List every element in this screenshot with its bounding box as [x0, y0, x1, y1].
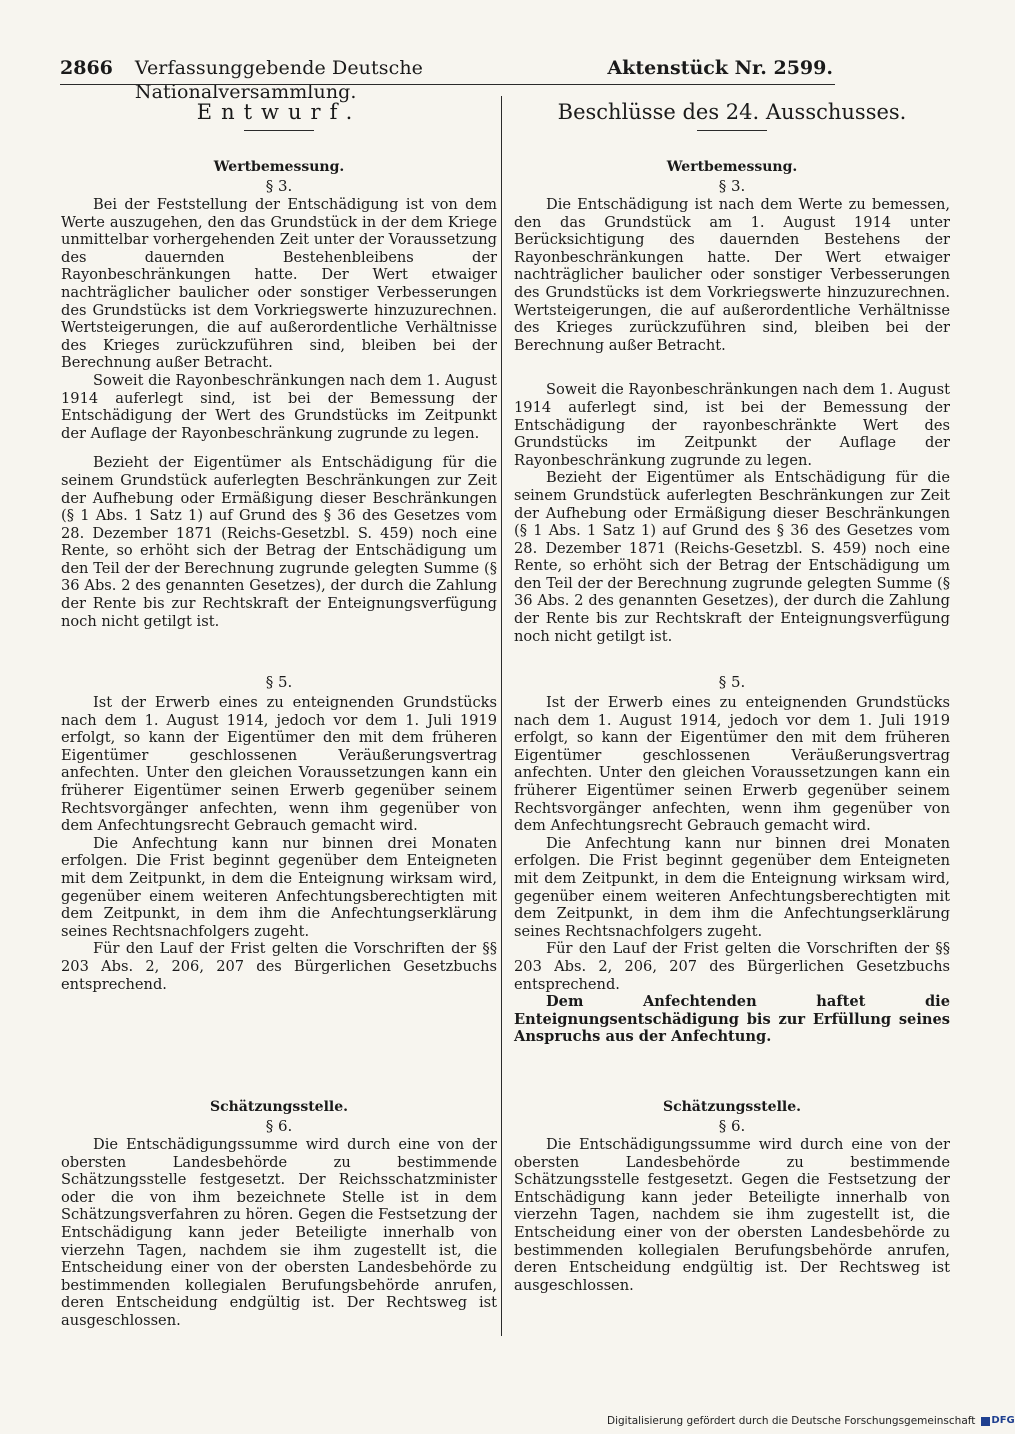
- left-column-header: [61, 98, 497, 131]
- dfg-logo-text: DFG: [991, 1415, 1015, 1426]
- section-number: § 6.: [718, 1117, 746, 1135]
- left-section-6: [61, 1098, 497, 1330]
- paragraph: Die Entschädigungssumme wird durch eine von der obersten Landesbehörde zu bestimmende Schätzungsstelle festgesetzt. Der Reichsschatzminister oder die von ihm bezeichnete Stelle ist in dem Schätzungsverfahren zu hören. Gegen die Festsetzung der Entschädigung kann jeder Beteiligte innerhalb von vierzehn Tagen, nachdem sie ihm zugestellt ist, die Entscheidung einer von der obersten Landesbehörde zu bestimmenden kollegialen Berufungsbehörde anrufen, deren Entscheidung endgültig ist. Der Rechtsweg ist ausgeschlossen.: [61, 1136, 497, 1329]
- paragraph: Soweit die Rayonbeschränkungen nach dem 1. August 1914 auferlegt sind, ist bei der Bemessung der Entschädigung der rayonbeschränkte Wert des Grundstücks im Zeitpunkt der Auflage der Rayonbeschränkung zugrunde zu legen.: [514, 381, 950, 469]
- section-number: § 5.: [718, 673, 746, 691]
- header-rule: [60, 84, 835, 85]
- paragraph: Für den Lauf der Frist gelten die Vorschriften der §§ 203 Abs. 2, 206, 207 des Bürgerlichen Gesetzbuchs entsprechend.: [61, 940, 497, 993]
- page-header: [60, 56, 833, 103]
- section-number: § 5.: [265, 673, 293, 691]
- section-heading: Wertbemessung.: [666, 159, 798, 175]
- credit-text: Digitalisierung gefördert durch die Deutsche Forschungsgemeinschaft: [607, 1415, 976, 1427]
- dfg-mark-icon: [981, 1417, 990, 1426]
- right-section-3: [514, 158, 950, 645]
- page-number: 2866: [60, 57, 113, 79]
- left-column-title: Entwurf.: [196, 100, 362, 124]
- document-number: Aktenstück Nr. 2599.: [607, 57, 833, 79]
- section-number: § 6.: [265, 1117, 293, 1135]
- paragraph: Die Anfechtung kann nur binnen drei Monaten erfolgen. Die Frist beginnt gegenüber dem Enteigneten mit dem Zeitpunkt, in dem die Enteignung wirksam wird, gegenüber einem weiteren Anfechtungsberechtigten mit dem Zeitpunkt, in dem ihm die Anfechtungserklärung seines Rechtsnachfolgers zugeht.: [61, 834, 497, 940]
- section-number: § 3.: [718, 177, 746, 195]
- paragraph: Ist der Erwerb eines zu enteignenden Grundstücks nach dem 1. August 1914, jedoch vor dem 1. Juli 1919 erfolgt, so kann der Eigentümer den mit dem früheren Eigentümer geschlossenen Veräußerungsvertrag anfechten. Unter den gleichen Voraussetzungen kann ein früherer Eigentümer seinen Erwerb gegenüber seinem Rechtsvorgänger anfechten, wenn ihm gegenüber von dem Anfechtungsrecht Gebrauch gemacht wird.: [514, 694, 950, 835]
- right-section-6: [514, 1098, 950, 1294]
- paragraph: Soweit die Rayonbeschränkungen nach dem 1. August 1914 auferlegt sind, ist bei der Bemessung der Entschädigung der Wert des Grundstücks im Zeitpunkt der Auflage der Rayonbeschränkung zugrunde zu legen.: [61, 371, 497, 442]
- digitization-credit: [607, 1413, 1015, 1429]
- paragraph: Die Entschädigung ist nach dem Werte zu bemessen, den das Grundstück am 1. August 1914 unter Berücksichtigung des dauernden Bestehens der Rayonbeschränkungen hatte. Der Wert etwaiger nachträglicher baulicher oder sonstiger Verbesserungen des Grundstücks ist dem Vorkriegswerte hinzuzurechnen. Wertsteigerungen, die auf außerordentliche Verhältnisse des Krieges zurückzuführen sind, bleiben bei der Berechnung außer Betracht.: [514, 196, 950, 354]
- paragraph: Ist der Erwerb eines zu enteignenden Grundstücks nach dem 1. August 1914, jedoch vor dem 1. Juli 1919 erfolgt, so kann der Eigentümer den mit dem früheren Eigentümer geschlossenen Veräußerungsvertrag anfechten. Unter den gleichen Voraussetzungen kann ein früherer Eigentümer seinen Erwerb gegenüber seinem Rechtsvorgänger anfechten, wenn ihm gegenüber von dem Anfechtungsrecht Gebrauch gemacht wird.: [61, 694, 497, 835]
- section-number: § 3.: [265, 177, 293, 195]
- section-heading: Schätzungsstelle.: [662, 1099, 801, 1115]
- paragraph: Bezieht der Eigentümer als Entschädigung für die seinem Grundstück auferlegten Beschränkungen zur Zeit der Aufhebung oder Ermäßigung dieser Beschränkungen (§ 1 Abs. 1 Satz 1) auf Grund des § 36 des Gesetzes vom 28. Dezember 1871 (Reichs-Gesetzbl. S. 459) noch eine Rente, so erhöht sich der Betrag der Entschädigung um den Teil der der Berechnung zugrunde gelegten Summe (§ 36 Abs. 2 des genannten Gesetzes), der durch die Zahlung der Rente bis zur Rechtskraft der Enteignungsverfügung noch nicht getilgt ist.: [514, 469, 950, 645]
- left-section-5: [61, 672, 497, 993]
- column-divider: [501, 96, 502, 1336]
- paragraph: Die Anfechtung kann nur binnen drei Monaten erfolgen. Die Frist beginnt gegenüber dem Enteigneten mit dem Zeitpunkt, in dem die Enteignung wirksam wird, gegenüber einem weiteren Anfechtungsberechtigten mit dem Zeitpunkt, in dem ihm die Anfechtungserklärung seines Rechtsnachfolgers zugeht.: [514, 834, 950, 940]
- running-title: Verfassunggebende Deutsche Nationalversammlung.: [134, 57, 424, 103]
- title-rule: [244, 130, 314, 131]
- paragraph: Die Entschädigungssumme wird durch eine von der obersten Landesbehörde zu bestimmende Schätzungsstelle festgesetzt. Gegen die Festsetzung der Entschädigung kann jeder Beteiligte innerhalb von vierzehn Tagen, nachdem sie ihm zugestellt ist, die Entscheidung einer von der obersten Landesbehörde zu bestimmenden kollegialen Berufungsbehörde anrufen, deren Entscheidung endgültig ist. Der Rechtsweg ist ausgeschlossen.: [514, 1136, 950, 1294]
- section-heading: Wertbemessung.: [213, 159, 345, 175]
- right-section-5: [514, 672, 950, 1046]
- paragraph: Für den Lauf der Frist gelten die Vorschriften der §§ 203 Abs. 2, 206, 207 des Bürgerlichen Gesetzbuchs entsprechend.: [514, 940, 950, 993]
- section-heading: Schätzungsstelle.: [209, 1099, 348, 1115]
- paragraph: Bezieht der Eigentümer als Entschädigung für die seinem Grundstück auferlegten Beschränkungen zur Zeit der Aufhebung oder Ermäßigung dieser Beschränkungen (§ 1 Abs. 1 Satz 1) auf Grund des § 36 des Gesetzes vom 28. Dezember 1871 (Reichs-Gesetzbl. S. 459) noch eine Rente, so erhöht sich der Betrag der Entschädigung um den Teil der der Berechnung zugrunde gelegten Summe (§ 36 Abs. 2 des genannten Gesetzes), der durch die Zahlung der Rente bis zur Rechtskraft der Enteignungsverfügung noch nicht getilgt ist.: [61, 454, 497, 630]
- title-rule: [697, 130, 767, 131]
- right-column-header: [514, 98, 950, 131]
- dfg-logo-icon: [981, 1413, 1014, 1429]
- left-section-3: [61, 158, 497, 630]
- added-paragraph: Dem Anfechtenden haftet die Enteignungsentschädigung bis zur Erfüllung seines Anspruchs aus der Anfechtung.: [514, 993, 950, 1046]
- paragraph: Bei der Feststellung der Entschädigung ist von dem Werte auszugehen, den das Grundstück in der dem Kriege unmittelbar vorhergehenden Zeit unter der Voraussetzung des dauernden Bestehenbleibens der Rayonbeschränkungen hatte. Der Wert etwaiger nachträglicher baulicher oder sonstiger Verbesserungen des Grundstücks ist dem Vorkriegswerte hinzuzurechnen. Wertsteigerungen, die auf außerordentliche Verhältnisse des Krieges zurückzuführen sind, bleiben bei der Berechnung außer Betracht.: [61, 196, 497, 372]
- right-column-title: Beschlüsse des 24. Ausschusses.: [557, 100, 907, 124]
